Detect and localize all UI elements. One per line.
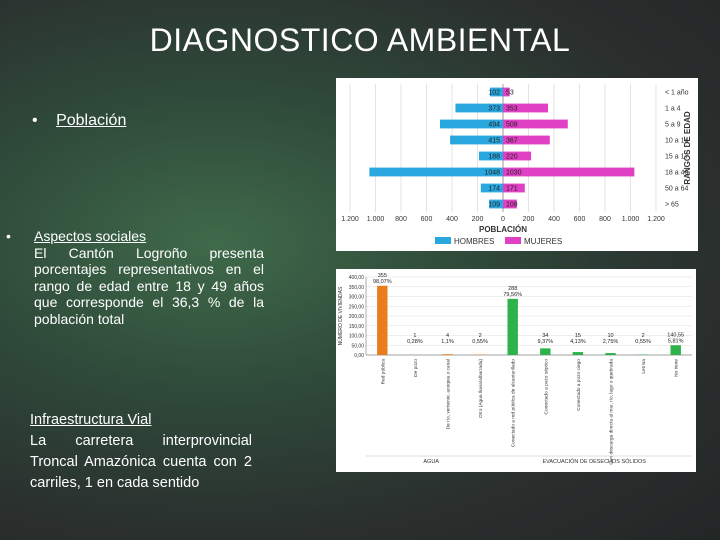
y-tick-label: 300,00 bbox=[348, 294, 364, 301]
legend-swatch-hombres bbox=[435, 237, 451, 244]
x-tick-label: 1.200 bbox=[341, 216, 359, 223]
y-axis-title: NÚMERO DE VIVIENDAS bbox=[338, 286, 344, 346]
data-label-hombres: 373 bbox=[488, 105, 500, 113]
slide-title: DIAGNOSTICO AMBIENTAL bbox=[149, 22, 571, 58]
data-label-value: 34 bbox=[542, 333, 549, 339]
bar bbox=[507, 299, 517, 355]
x-category-label: Conectado a red pública de alcantarillado bbox=[511, 359, 517, 448]
aspectos-text: El Cantón Logroño presenta porcentajes representativos en el rango de edad entre 18 y 49 años que corresponde el 36,3 % de la población total bbox=[34, 244, 264, 327]
bar bbox=[377, 286, 387, 355]
data-label-percent: 79,56% bbox=[503, 291, 523, 298]
x-category-label: De río, vertiente, acequia o canal bbox=[446, 359, 452, 430]
y-category-label: 1 a 4 bbox=[665, 105, 681, 113]
bar bbox=[540, 348, 550, 355]
data-label-hombres: 109 bbox=[488, 201, 500, 209]
x-tick-label: 600 bbox=[420, 216, 433, 223]
x-tick-label: 200 bbox=[522, 216, 535, 223]
x-tick-label: 1.200 bbox=[647, 216, 665, 223]
x-tick-label: 600 bbox=[573, 216, 586, 223]
data-label-mujeres: 53 bbox=[506, 89, 514, 97]
data-label-percent: 98,07% bbox=[372, 278, 392, 285]
data-label-mujeres: 367 bbox=[506, 137, 518, 145]
population-pyramid-svg bbox=[336, 78, 698, 251]
y-tick-label: 200,00 bbox=[348, 314, 364, 320]
infraestructura-text: La carretera interprovincial Troncal Amazónica cuenta con 2 carriles, 1 en cada sentido bbox=[30, 433, 252, 491]
data-label-mujeres: 108 bbox=[506, 201, 518, 209]
x-tick-label: 400 bbox=[548, 216, 560, 223]
x-category-label: Red pública bbox=[381, 359, 387, 385]
y-tick-label: 150,00 bbox=[348, 323, 364, 330]
bar bbox=[573, 352, 583, 355]
y-category-label: 50 a 64 bbox=[665, 185, 689, 193]
data-label-percent: 0,55% bbox=[472, 339, 488, 345]
poblacion-heading: Población bbox=[56, 112, 127, 129]
data-label-value: 2 bbox=[478, 333, 482, 339]
x-tick-label: 0 bbox=[501, 216, 505, 223]
legend-label-mujeres: MUJERES bbox=[524, 237, 563, 246]
data-label-percent: 0,28% bbox=[407, 339, 423, 345]
data-label-mujeres: 353 bbox=[506, 105, 518, 113]
group-label: EVACUACIÓN DE DESECHOS SÓLIDOS bbox=[542, 459, 646, 465]
legend-label-hombres: HOMBRES bbox=[454, 237, 495, 246]
data-label-percent: 1,1% bbox=[441, 339, 454, 345]
data-label-mujeres: 171 bbox=[506, 185, 518, 193]
y-category-label: 15 a 17 bbox=[665, 153, 689, 161]
group-label: AGUA bbox=[423, 459, 439, 465]
aspectos-heading: Aspectos sociales bbox=[34, 228, 147, 244]
data-label-value: 288 bbox=[508, 285, 518, 292]
data-label-hombres: 102 bbox=[488, 89, 500, 97]
data-label-value: 355 bbox=[377, 272, 387, 279]
y-tick-label: 400,00 bbox=[348, 275, 364, 281]
y-tick-label: 0,00 bbox=[354, 353, 364, 359]
x-axis-title: POBLACIÓN bbox=[479, 225, 527, 234]
data-label-hombres: 1048 bbox=[484, 169, 500, 177]
infraestructura-block bbox=[30, 410, 252, 494]
x-tick-label: 800 bbox=[599, 216, 611, 223]
bar-mujeres bbox=[503, 168, 634, 177]
y-tick-label: 100,00 bbox=[348, 333, 364, 340]
data-label-percent: 0,55% bbox=[635, 339, 651, 345]
housing-bar-chart bbox=[336, 269, 696, 472]
data-label-percent: 5,81% bbox=[667, 338, 684, 345]
bullet-marker: • bbox=[6, 228, 11, 244]
x-tick-label: 800 bbox=[395, 216, 407, 223]
bar bbox=[670, 345, 680, 355]
data-label-percent: 4,13% bbox=[570, 339, 586, 345]
data-label-hombres: 494 bbox=[488, 121, 500, 129]
x-category-label: Otro (Agua lluvia/albarrada) bbox=[479, 359, 485, 418]
population-pyramid-chart bbox=[336, 78, 698, 251]
y-category-label: < 1 año bbox=[665, 89, 689, 97]
data-label-hombres: 415 bbox=[488, 137, 500, 145]
bar bbox=[605, 353, 615, 355]
x-tick-label: 1.000 bbox=[621, 216, 640, 223]
data-label-mujeres: 508 bbox=[506, 121, 518, 129]
bullet-marker: • bbox=[32, 112, 38, 129]
x-category-label: Con descarga directa al mar, río, lago o quebrada bbox=[609, 359, 615, 465]
data-label-percent: 9,37% bbox=[537, 339, 554, 345]
data-label-hombres: 188 bbox=[488, 153, 500, 161]
x-category-label: Conectado a pozo ciego bbox=[576, 359, 582, 411]
legend-swatch-mujeres bbox=[505, 237, 521, 244]
data-label-value: 140,55 bbox=[667, 332, 685, 339]
y-tick-label: 250,00 bbox=[348, 304, 364, 311]
data-label-hombres: 174 bbox=[488, 185, 500, 193]
data-label-mujeres: 220 bbox=[506, 153, 518, 161]
y-category-label: > 65 bbox=[665, 201, 679, 209]
x-category-label: Letrina bbox=[642, 359, 648, 374]
data-label-value: 15 bbox=[574, 333, 581, 339]
data-label-value: 1 bbox=[413, 333, 417, 339]
x-category-label: No tiene bbox=[674, 359, 680, 377]
poblacion-bullet bbox=[32, 112, 126, 130]
data-label-mujeres: 1030 bbox=[506, 169, 522, 177]
aspectos-sociales-block bbox=[6, 228, 264, 327]
housing-bar-svg bbox=[336, 269, 696, 472]
y-category-label: 10 a 14 bbox=[665, 137, 689, 145]
bar bbox=[442, 354, 452, 355]
x-tick-label: 200 bbox=[471, 216, 484, 223]
bar-hombres bbox=[369, 168, 503, 177]
infraestructura-heading: Infraestructura Vial bbox=[30, 412, 152, 428]
data-label-value: 4 bbox=[445, 333, 450, 339]
x-tick-label: 400 bbox=[446, 216, 458, 223]
y-tick-label: 350,00 bbox=[348, 284, 364, 291]
y-category-label: 18 a 49 bbox=[665, 169, 689, 177]
data-label-value: 10 bbox=[607, 333, 614, 339]
y-axis-title: RANGOS DE EDAD bbox=[683, 111, 692, 185]
x-tick-label: 1.000 bbox=[366, 216, 385, 223]
x-category-label: De pozo bbox=[413, 359, 419, 377]
x-category-label: Conectado a pozo séptico bbox=[544, 359, 550, 415]
y-tick-label: 50,00 bbox=[351, 343, 364, 350]
data-label-value: 2 bbox=[641, 333, 645, 339]
data-label-percent: 2,75% bbox=[602, 339, 619, 345]
y-category-label: 5 a 9 bbox=[665, 121, 681, 129]
